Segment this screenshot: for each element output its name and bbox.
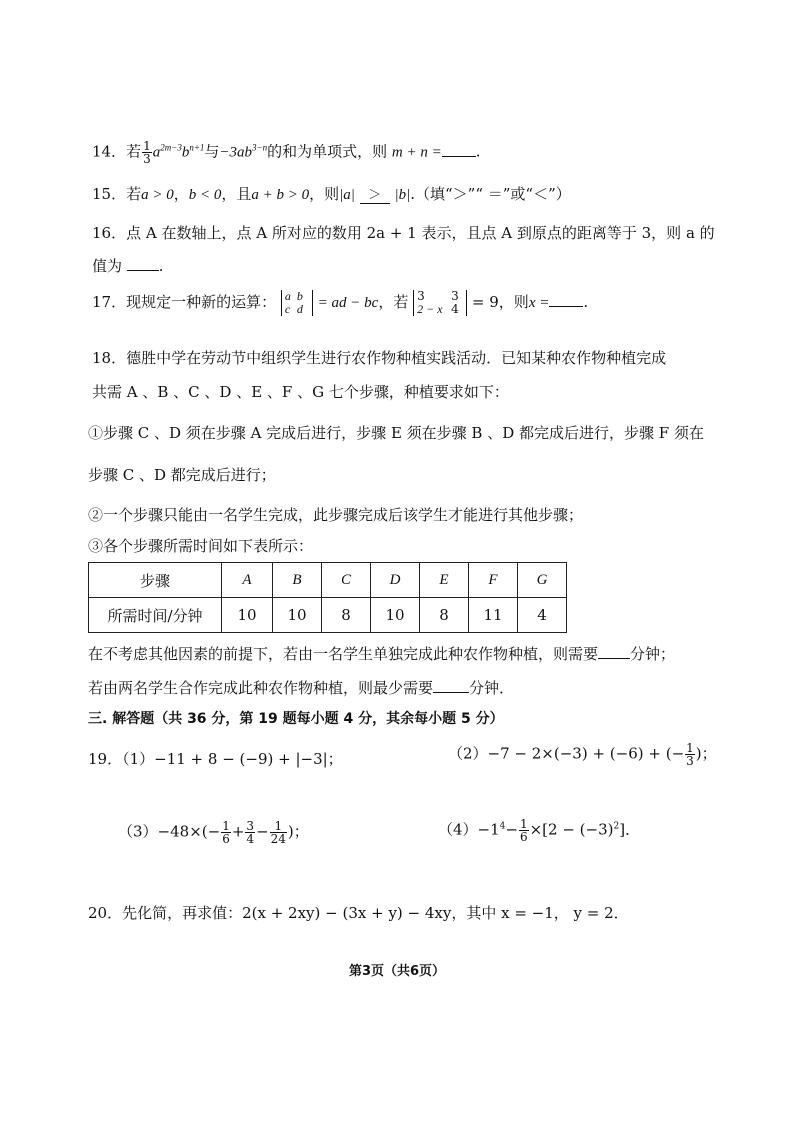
question-18-rule-1a: ①步骤 C 、D 须在步骤 A 完成后进行，步骤 E 须在步骤 B 、D 都完成后进行，步骤 F 须在 <box>88 424 704 442</box>
step-cell: B <box>273 563 322 598</box>
answer-blank[interactable] <box>127 258 159 271</box>
time-cell: 8 <box>322 598 371 633</box>
step-cell: A <box>222 563 273 598</box>
time-cell: 10 <box>371 598 420 633</box>
step-cell: E <box>420 563 469 598</box>
step-cell: C <box>322 563 371 598</box>
time-cell: 11 <box>469 598 518 633</box>
time-cell: 4 <box>518 598 567 633</box>
answer-blank[interactable]: ＞ <box>360 191 390 204</box>
determinant-definition: a b c d <box>281 290 313 316</box>
step-cell: G <box>518 563 567 598</box>
question-18-line-1: 18．德胜中学在劳动节中组织学生进行农作物种植实践活动．已知某种农作物种植完成 <box>92 349 667 367</box>
fraction: $\frac{1}{3}$ <box>686 741 694 768</box>
question-18-line-2: 共需 A 、B 、C 、D 、E 、F 、G 七个步骤，种植要求如下： <box>92 383 509 401</box>
question-19-part-1: 19．（1）−11 + 8 − (−9) + |−3|； <box>88 750 343 768</box>
time-cell: 10 <box>222 598 273 633</box>
fraction: $\frac{1}{3}$ <box>143 139 151 166</box>
section-3-heading: 三. 解答题（共 36 分，第 19 题每小题 4 分，其余每小题 5 分） <box>88 711 504 727</box>
question-19-part-3: （3）−48×(− $\frac{1}{6}$ + $\frac{3}{4}$ − $\frac{1}{24}$ )； <box>118 819 309 846</box>
table-row-label: 所需时间/分钟 <box>89 598 222 633</box>
fraction: $\frac{1}{6}$ <box>222 819 230 846</box>
question-16-line-1: 16．点 A 在数轴上，点 A 所对应的数用 2a + 1 表示，且点 A 到原点的距离等于 3，则 a 的 <box>92 224 715 242</box>
question-18-rule-1b: 步骤 C 、D 都完成后进行； <box>88 466 276 484</box>
step-cell: D <box>371 563 420 598</box>
answer-blank[interactable] <box>433 680 469 693</box>
question-18-rule-3: ③各个步骤所需时间如下表所示： <box>88 537 314 555</box>
page-footer: 第3页（共6页） <box>348 964 446 979</box>
answer-blank[interactable] <box>598 646 630 659</box>
table-time-row <box>89 598 567 633</box>
question-19-part-2: （2）−7 − 2×(−3) + (−6) + (− $\frac{1}{3}$ )； <box>448 741 717 768</box>
question-15: 15．若a > 0，b < 0，且a + b > 0，则|a| ＞ |b|.（填“＞”“ ＝”或“＜”） <box>92 185 571 203</box>
question-18-ask-1: 在不考虑其他因素的前提下，若由一名学生单独完成此种农作物种植，则需要 分钟； <box>88 645 676 663</box>
step-cell: F <box>469 563 518 598</box>
fraction: $\frac{1}{6}$ <box>519 817 528 844</box>
question-14: 14．若 $\frac{1}{3}$ $a^{2m-3}b^{n+1}$与$-3ab^{3-n}$的和为单项式，则 m + n = . <box>92 139 481 166</box>
table-header-row <box>89 563 567 598</box>
fraction: $\frac{3}{4}$ <box>246 819 255 846</box>
answer-blank[interactable] <box>442 144 476 157</box>
question-20: 20．先化简，再求值：2(x + 2xy) − (3x + y) − 4xy，其中 x = −1， y = 2． <box>88 904 629 922</box>
question-19-part-4: $(4)-1^4-$ $\frac{1}{6}$ $\times[2 - (-3)^2]$． <box>438 817 641 844</box>
step-time-table <box>88 562 567 633</box>
question-18-ask-2: 若由两名学生合作完成此种农作物种植，则最少需要 分钟． <box>88 679 515 697</box>
determinant-instance: 3 3 2 − x 4 <box>413 290 467 316</box>
answer-blank[interactable] <box>549 294 583 307</box>
question-16-line-2: 值为 . <box>92 257 164 275</box>
time-cell: 10 <box>273 598 322 633</box>
question-18-rule-2: ②一个步骤只能由一名学生完成，此步骤完成后该学生才能进行其他步骤； <box>88 506 584 524</box>
question-17: 17．现规定一种新的运算： a b c d = ad − bc，若 3 3 2 − x 4 = 9，则x = . <box>92 289 589 316</box>
table-header-label: 步骤 <box>89 563 222 598</box>
time-cell: 8 <box>420 598 469 633</box>
fraction: $\frac{1}{24}$ <box>270 819 286 846</box>
